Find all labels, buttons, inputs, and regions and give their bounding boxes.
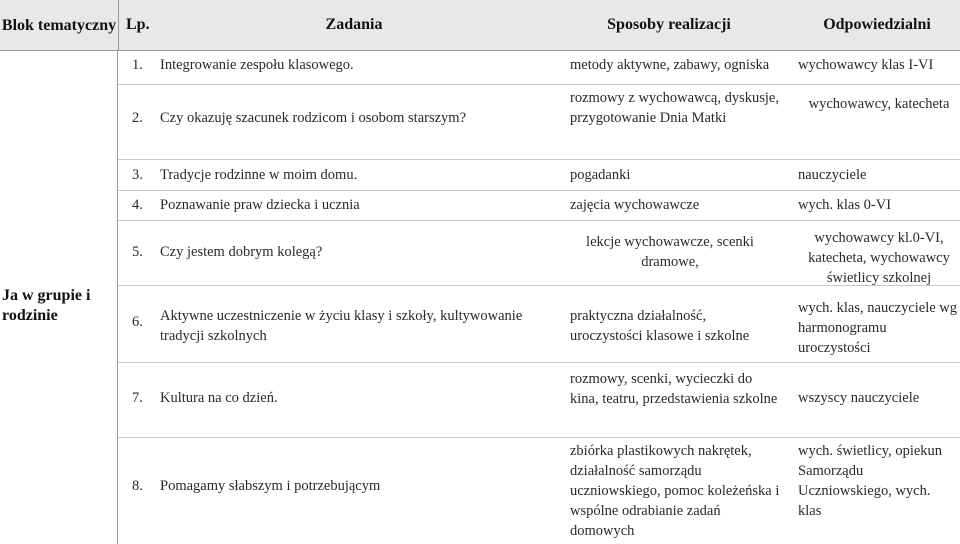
- row-number: 5.: [132, 244, 143, 260]
- row-divider: [118, 159, 960, 160]
- row-method: lekcje wychowawcze, scenki dramowe,: [586, 234, 754, 270]
- row-task: Integrowanie zespołu klasowego.: [160, 57, 354, 73]
- row-divider: [118, 437, 960, 438]
- row-responsible: wychowawcy kl.0-VI, katecheta, wychowawcy świetlicy szkolnej: [808, 230, 950, 286]
- row-responsible: wych. klas 0-VI: [798, 197, 892, 213]
- block-label: Ja w grupie i rodzinie: [2, 287, 91, 324]
- row-number: 1.: [132, 57, 143, 73]
- row-number: 2.: [132, 110, 143, 126]
- header-lp: Lp.: [126, 16, 150, 33]
- row-method: rozmowy z wychowawcą, dyskusje, przygotowanie Dnia Matki: [570, 90, 779, 126]
- table-header: [0, 0, 960, 51]
- row-task: Czy jestem dobrym kolegą?: [160, 244, 323, 260]
- row-number: 3.: [132, 167, 143, 183]
- header-methods: Sposoby realizacji: [607, 16, 731, 33]
- row-task: Poznawanie praw dziecka i ucznia: [160, 197, 360, 213]
- row-divider: [118, 84, 960, 85]
- row-method: zajęcia wychowawcze: [570, 197, 700, 213]
- row-method: rozmowy, scenki, wycieczki do kina, teatru, przedstawienia szkolne: [570, 371, 778, 407]
- row-number: 4.: [132, 197, 143, 213]
- row-task: Tradycje rodzinne w moim domu.: [160, 167, 358, 183]
- row-responsible: wychowawcy klas I-VI: [798, 57, 934, 73]
- row-method: praktyczna działalność, uroczystości klasowe i szkolne: [570, 308, 750, 344]
- row-method: metody aktywne, zabawy, ogniska: [570, 57, 770, 73]
- row-task: Pomagamy słabszym i potrzebującym: [160, 478, 381, 494]
- row-divider: [118, 190, 960, 191]
- row-responsible: wych. klas, nauczyciele wg harmonogramu uroczystości: [798, 300, 958, 356]
- row-number: 6.: [132, 314, 143, 330]
- row-method: pogadanki: [570, 167, 631, 183]
- row-divider: [118, 362, 960, 363]
- row-number: 8.: [132, 478, 143, 494]
- header-tasks: Zadania: [325, 16, 383, 33]
- row-responsible: nauczyciele: [798, 167, 867, 183]
- table-row: [118, 88, 960, 156]
- header-block: Blok tematyczny: [0, 0, 119, 50]
- row-number: 7.: [132, 390, 143, 406]
- header-responsible: Odpowiedzialni: [823, 16, 931, 33]
- row-task: Kultura na co dzień.: [160, 390, 278, 406]
- row-responsible: wychowawcy, katecheta: [808, 96, 950, 112]
- row-task: Czy okazuję szacunek rodzicom i osobom starszym?: [160, 110, 467, 126]
- row-divider: [118, 220, 960, 221]
- row-method: zbiórka plastikowych nakrętek, działalność samorządu uczniowskiego, pomoc koleżeńska i wspólne odrabianie zadań domowych: [570, 443, 780, 539]
- row-responsible: wych. świetlicy, opiekun Samorządu Uczniowskiego, wych. klas: [798, 443, 943, 519]
- row-task: Aktywne uczestniczenie w życiu klasy i szkoły, kultywowanie tradycji szkolnych: [160, 308, 523, 344]
- row-responsible: wszyscy nauczyciele: [798, 390, 920, 406]
